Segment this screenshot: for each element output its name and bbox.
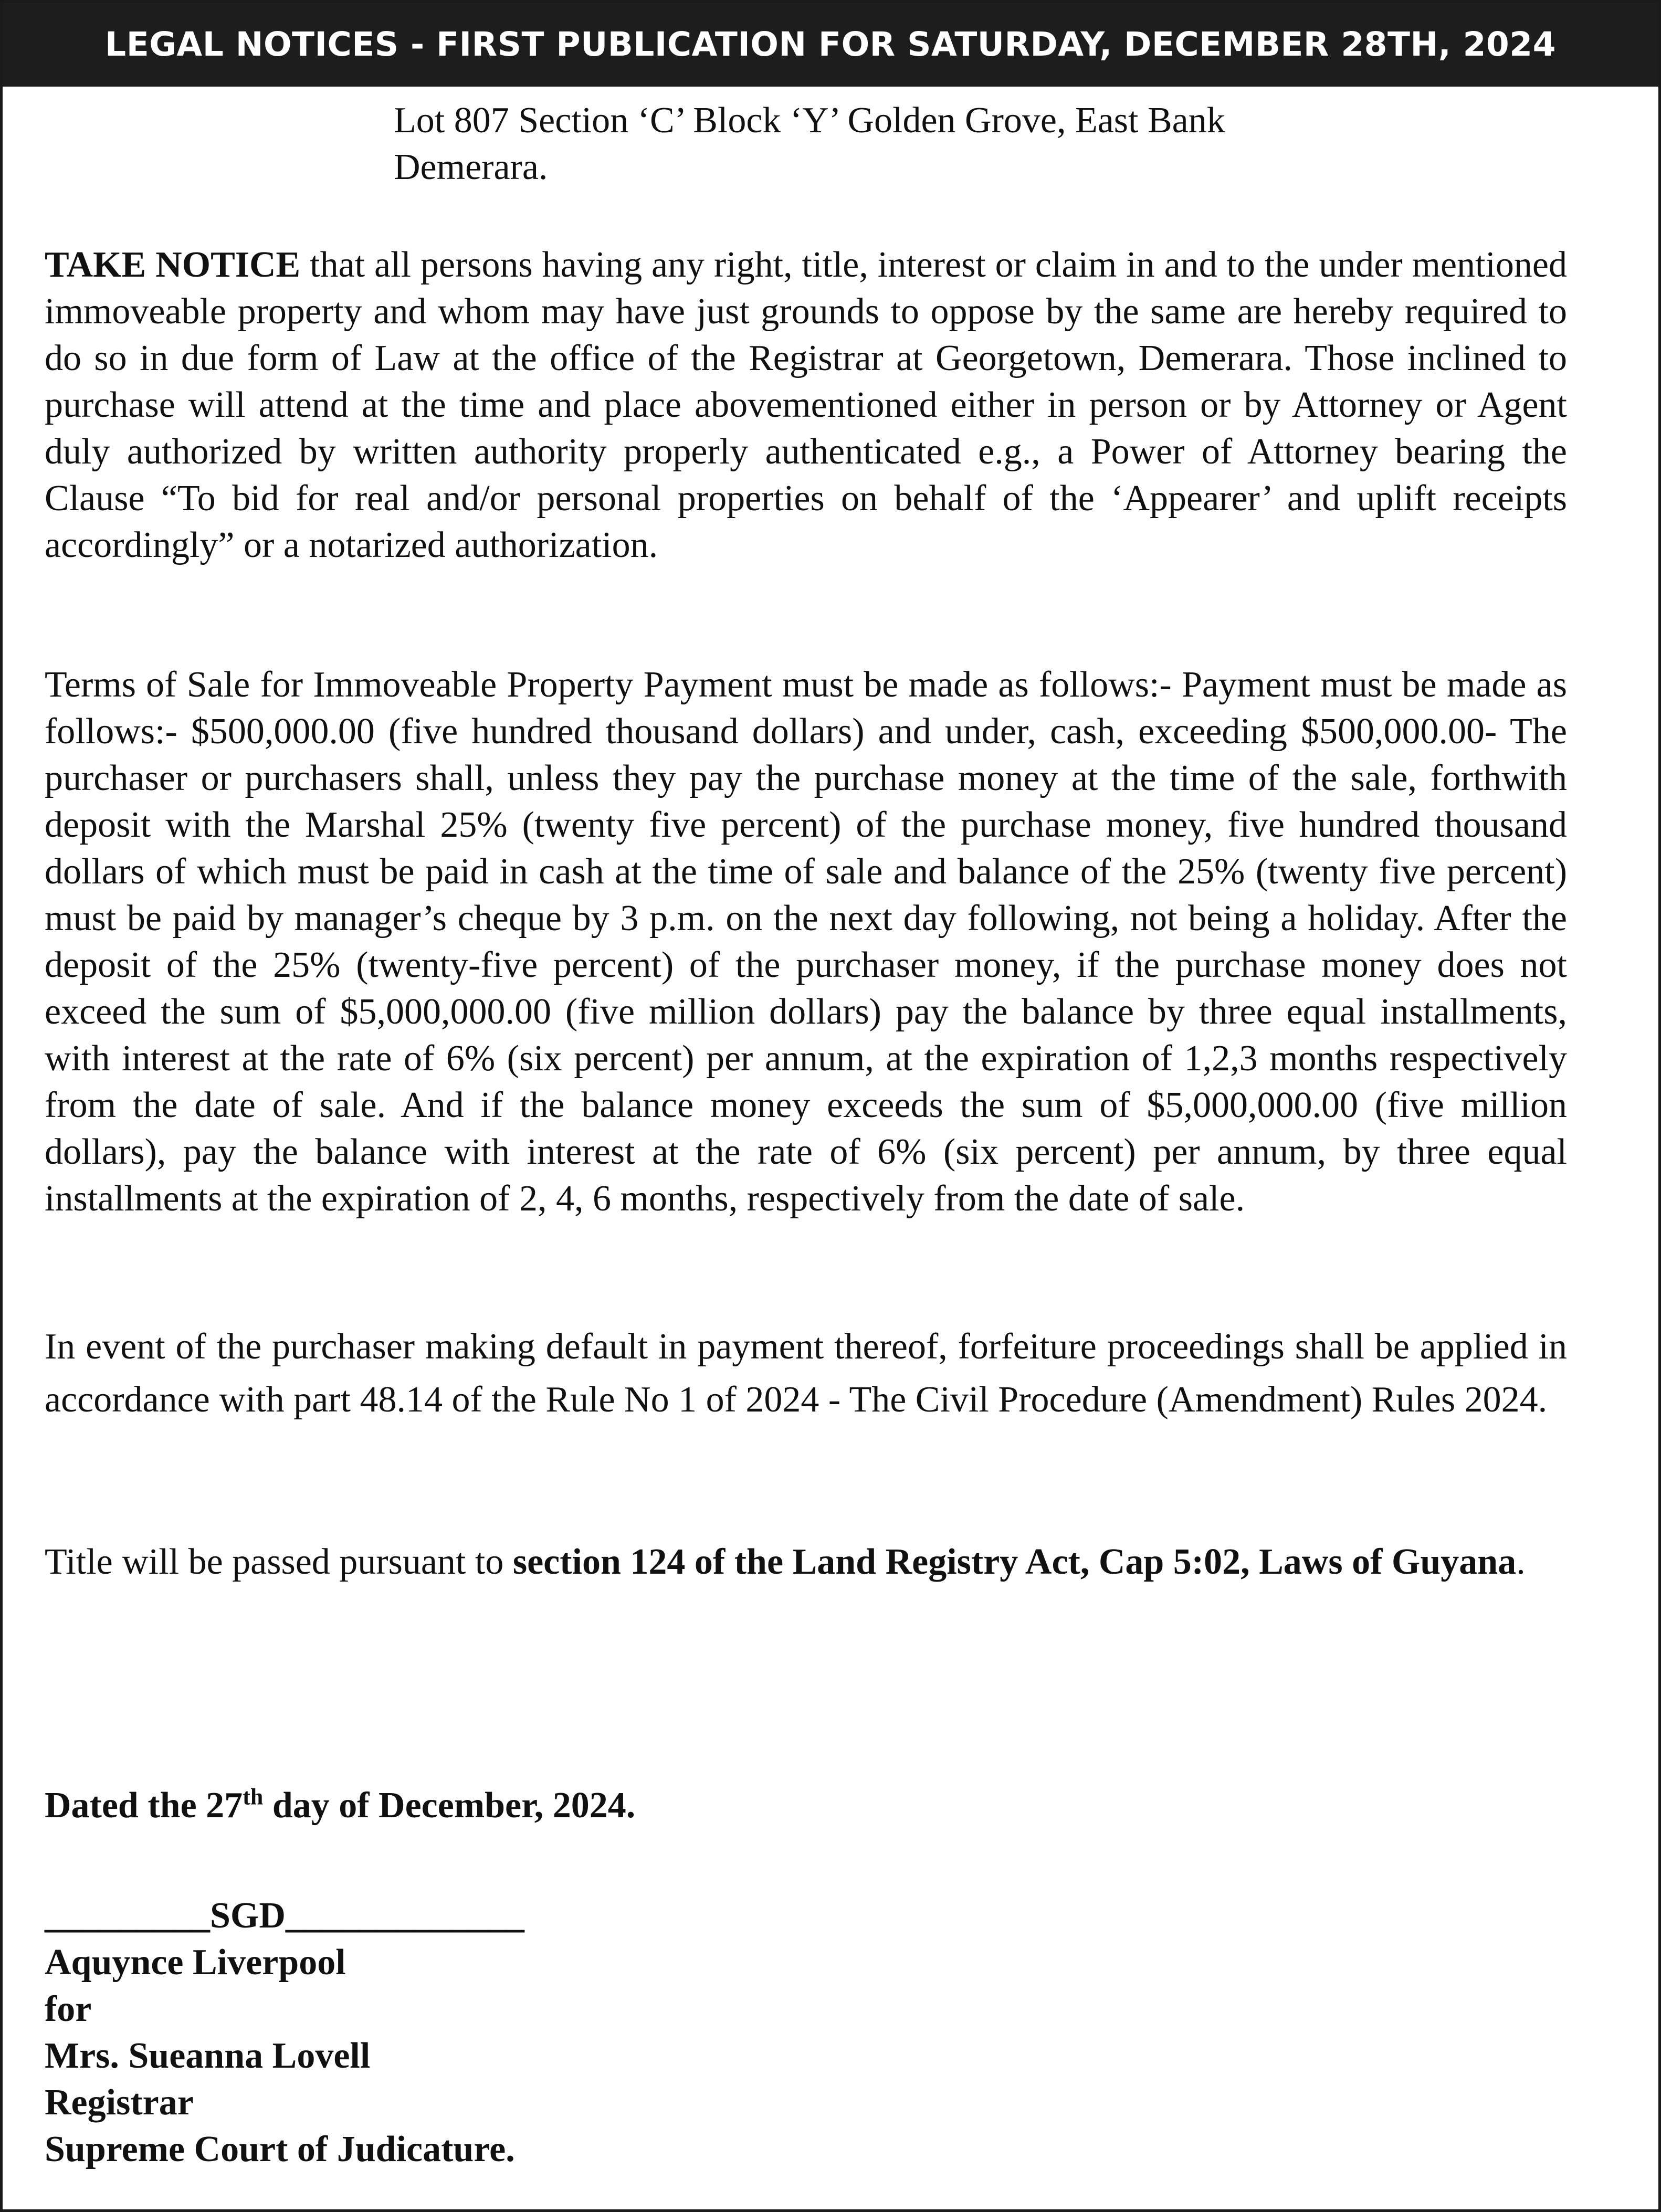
title-clause-suffix: .: [1516, 1542, 1526, 1582]
property-address: [394, 97, 1391, 191]
registrar-name: Mrs. Sueanna Lovell: [45, 2036, 371, 2076]
signatory-for: for: [45, 1989, 92, 2029]
dated-prefix: Dated the 27: [45, 1785, 243, 1826]
registrar-role: Registrar: [45, 2082, 194, 2123]
title-clause-statute: section 124 of the Land Registry Act, Cap 5:02, Laws of Guyana: [512, 1542, 1517, 1582]
take-notice-lead: TAKE NOTICE: [45, 245, 301, 285]
address-line-2: Demerara.: [394, 147, 548, 187]
take-notice-paragraph: [45, 241, 1567, 568]
signature-line: _________SGD_____________: [45, 1895, 524, 1936]
title-clause-prefix: Title will be passed pursuant to: [45, 1542, 513, 1582]
dated-line: [45, 1782, 1567, 1829]
address-line-1: Lot 807 Section ‘C’ Block ‘Y’ Golden Grove, East Bank: [394, 100, 1225, 141]
signatory-name: Aquynce Liverpool: [45, 1942, 346, 1983]
page-header-banner: [3, 3, 1658, 87]
default-clause-text: In event of the purchaser making default in payment thereof, forfeiture proceedings shall be applied in accordance with part 48.14 of the Rule No 1 of 2024 - The Civil Procedure (Amendment) Rules 2024.: [45, 1326, 1567, 1420]
take-notice-text: that all persons having any right, title, interest or claim in and to the under mentioned immoveable property and whom may have just grounds to oppose by the same are hereby required to do so in due form of Law at the office of the Registrar at Georgetown, Demerara. Those inclined to purchase will attend at the time and place abovementioned either in person or by Attorney or Agent duly authorized by written authority properly authenticated e.g., a Power of Attorney bearing the Clause “To bid for real and/or personal properties on behalf of the ‘Appearer’ and uplift receipts accordingly” or a notarized authorization.: [45, 245, 1567, 565]
title-clause-paragraph: [45, 1535, 1567, 1588]
header-title: LEGAL NOTICES - FIRST PUBLICATION FOR SATURDAY, DECEMBER 28TH, 2024: [105, 25, 1556, 64]
court-name: Supreme Court of Judicature.: [45, 2129, 515, 2169]
default-clause-paragraph: [45, 1320, 1567, 1426]
terms-of-sale-paragraph: [45, 661, 1567, 1222]
dated-suffix: day of December, 2024.: [263, 1785, 636, 1826]
terms-of-sale-text: Terms of Sale for Immoveable Property Payment must be made as follows:- Payment must be made as follows:- $500,000.00 (five hundred thousand dollars) and under, cash, exceeding $500,000.00- The purchaser or purchasers shall, unless they pay the purchase money at the time of the sale, forthwith deposit with the Marshal 25% (twenty five percent) of the purchase money, five hundred thousand dollars of which must be paid in cash at the time of sale and balance of the 25% (twenty five percent) must be paid by manager’s cheque by 3 p.m. on the next day following, not being a holiday. After the deposit of the 25% (twenty-five percent) of the purchaser money, if the purchase money does not exceed the sum of $5,000,000.00 (five million dollars) pay the balance by three equal installments, with interest at the rate of 6% (six percent) per annum, at the expiration of 1,2,3 months respectively from the date of sale. And if the balance money exceeds the sum of $5,000,000.00 (five million dollars), pay the balance with interest at the rate of 6% (six percent) per annum, by three equal installments at the expiration of 2, 4, 6 months, respectively from the date of sale.: [45, 665, 1567, 1219]
signature-block: [45, 1892, 1567, 2173]
dated-ordinal-suffix: th: [243, 1784, 264, 1810]
